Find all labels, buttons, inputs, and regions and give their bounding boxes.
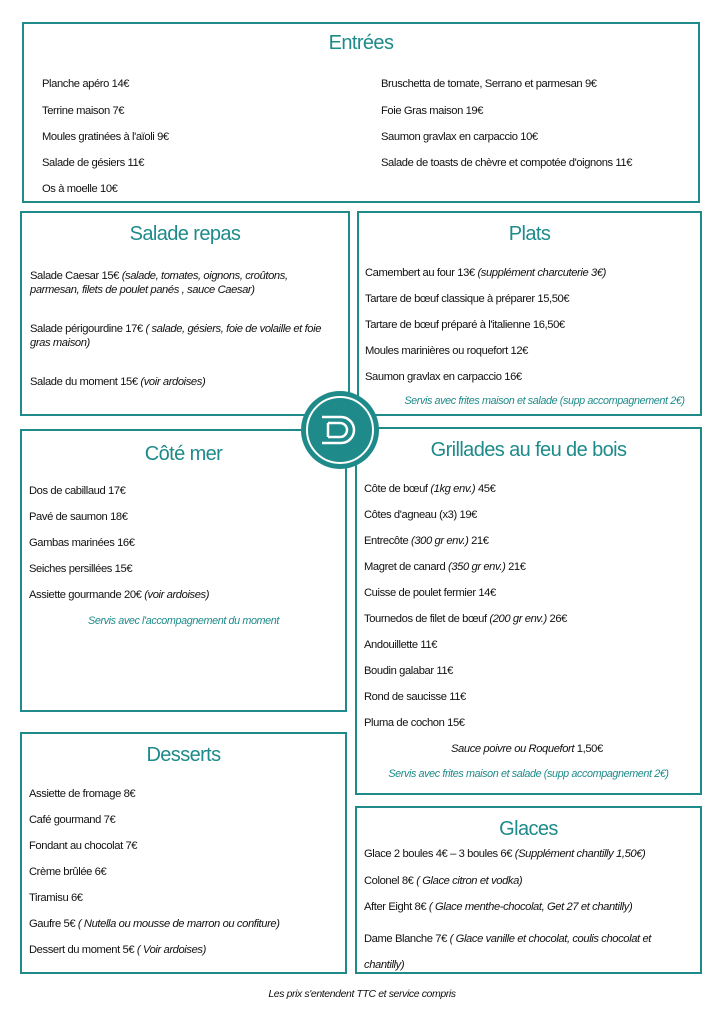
item-detail: ( salade, gésiers, foie de volaille et foie gras maison) <box>30 323 322 349</box>
menu-item: Tartare de bœuf préparé à l'italienne 16,50€ <box>365 319 565 331</box>
section-desserts <box>20 732 347 974</box>
item-detail: (salade, tomates, oignons, croûtons, parmesan, filets de poulet panés , sauce Caesar) <box>30 270 288 296</box>
item-price: 21€ <box>505 561 526 573</box>
item-detail: (voir ardoises) <box>144 589 210 601</box>
item-detail: (voir ardoises) <box>140 376 206 388</box>
section-note: Servis avec l'accompagnement du moment <box>88 615 279 627</box>
menu-item: Foie Gras maison 19€ <box>381 105 484 117</box>
section-glaces <box>355 806 702 974</box>
menu-item: Moules marinières ou roquefort 12€ <box>365 345 529 357</box>
item-detail: (300 gr env.) <box>411 535 469 547</box>
menu-item <box>365 266 606 280</box>
item-name: Glace 2 boules 4€ – 3 boules 6€ <box>364 848 515 860</box>
section-title-plats: Plats <box>508 223 551 245</box>
menu-item <box>30 375 205 389</box>
section-note: Servis avec frites maison et salade (supp accompagnement 2€) <box>388 768 669 780</box>
menu-item: Fondant au chocolat 7€ <box>29 840 138 852</box>
menu-item <box>364 926 686 978</box>
menu-item: Cuisse de poulet fermier 14€ <box>364 587 496 599</box>
menu-item: Dos de cabillaud 17€ <box>29 485 126 497</box>
item-price: 1,50€ <box>574 743 603 755</box>
section-note: Servis avec frites maison et salade (supp accompagnement 2€) <box>404 395 685 407</box>
item-name: Magret de canard <box>364 561 448 573</box>
item-price: 21€ <box>468 535 489 547</box>
item-name: Camembert au four 13€ <box>365 267 478 279</box>
item-name: Dessert du moment 5€ <box>29 944 137 956</box>
item-detail: (Supplément chantilly 1,50€) <box>514 848 646 860</box>
menu-item <box>29 588 209 602</box>
menu-item: Côtes d'agneau (x3) 19€ <box>364 509 477 521</box>
section-title-glaces: Glaces <box>499 818 558 840</box>
menu-item: Pluma de cochon 15€ <box>364 717 465 729</box>
item-name: Colonel 8€ <box>364 875 417 887</box>
menu-item <box>364 847 645 861</box>
menu-item <box>30 269 330 297</box>
section-grillades <box>355 427 702 795</box>
item-name: After Eight 8€ <box>364 901 429 913</box>
item-name: Assiette gourmande 20€ <box>29 589 145 601</box>
menu-item: Pavé de saumon 18€ <box>29 511 128 523</box>
item-name: Salade du moment 15€ <box>30 376 141 388</box>
item-detail: (1kg env.) <box>430 483 476 495</box>
menu-item: Seiches persillées 15€ <box>29 563 133 575</box>
section-plats <box>357 211 702 416</box>
item-name: Côte de bœuf <box>364 483 431 495</box>
item-detail: ( Voir ardoises) <box>136 944 206 956</box>
menu-item <box>29 917 280 931</box>
menu-item: Moules gratinées à l'aïoli 9€ <box>42 131 169 143</box>
sauce-item <box>451 742 603 756</box>
menu-item: Boudin galabar 11€ <box>364 665 454 677</box>
menu-item: Andouillette 11€ <box>364 639 438 651</box>
item-detail: ( Nutella ou mousse de marron ou confiture) <box>77 918 280 930</box>
menu-item: Assiette de fromage 8€ <box>29 788 136 800</box>
menu-item <box>364 874 522 888</box>
menu-item <box>364 560 526 574</box>
item-name: Salade périgourdine 17€ <box>30 323 146 335</box>
item-detail: (supplément charcuterie 3€) <box>477 267 606 279</box>
item-name: Entrecôte <box>364 535 411 547</box>
item-name: Gaufre 5€ <box>29 918 78 930</box>
menu-item: Saumon gravlax en carpaccio 10€ <box>381 131 538 143</box>
item-name: Salade Caesar 15€ <box>30 270 122 282</box>
menu-item <box>364 900 632 914</box>
menu-item <box>29 943 206 957</box>
item-detail: ( Glace menthe-chocolat, Get 27 et chantilly) <box>428 901 633 913</box>
item-detail: ( Glace vanille et chocolat, coulis chocolat et chantilly) <box>364 933 651 971</box>
menu-item: Terrine maison 7€ <box>42 105 125 117</box>
menu-item <box>364 482 495 496</box>
section-salade-repas <box>20 211 350 416</box>
section-title-grillades: Grillades au feu de bois <box>430 439 627 461</box>
item-detail: (350 gr env.) <box>448 561 506 573</box>
item-name: Dame Blanche 7€ <box>364 933 450 945</box>
section-title-salade: Salade repas <box>129 223 241 245</box>
menu-item: Café gourmand 7€ <box>29 814 116 826</box>
section-cote-mer <box>20 429 347 712</box>
menu-item: Planche apéro 14€ <box>42 78 130 90</box>
item-detail: ( Glace citron et vodka) <box>416 875 523 887</box>
menu-item <box>30 322 342 350</box>
menu-item: Os à moelle 10€ <box>42 183 118 195</box>
section-title-cote-mer: Côté mer <box>144 443 223 465</box>
section-title-entrees: Entrées <box>328 32 394 54</box>
menu-item: Tiramisu 6€ <box>29 892 83 904</box>
section-title-desserts: Desserts <box>146 744 221 766</box>
menu-item: Saumon gravlax en carpaccio 16€ <box>365 371 522 383</box>
menu-item: Rond de saucisse 11€ <box>364 691 466 703</box>
item-name: Sauce poivre ou Roquefort <box>451 743 575 755</box>
menu-item: Salade de toasts de chèvre et compotée d'oignons 11€ <box>381 157 633 169</box>
menu-item <box>364 534 489 548</box>
restaurant-monogram-icon <box>300 390 380 470</box>
menu-item: Bruschetta de tomate, Serrano et parmesan 9€ <box>381 78 597 90</box>
item-price: 45€ <box>475 483 496 495</box>
item-detail: (200 gr env.) <box>489 613 547 625</box>
menu-item: Tartare de bœuf classique à préparer 15,50€ <box>365 293 570 305</box>
section-entrees <box>22 22 700 203</box>
menu-item: Crème brûlée 6€ <box>29 866 107 878</box>
menu-item: Salade de gésiers 11€ <box>42 157 145 169</box>
item-name: Tournedos de filet de bœuf <box>364 613 490 625</box>
price-note-footer: Les prix s'entendent TTC et service compris <box>268 988 456 1000</box>
menu-item: Gambas marinées 16€ <box>29 537 135 549</box>
item-price: 26€ <box>546 613 567 625</box>
menu-item <box>364 612 567 626</box>
